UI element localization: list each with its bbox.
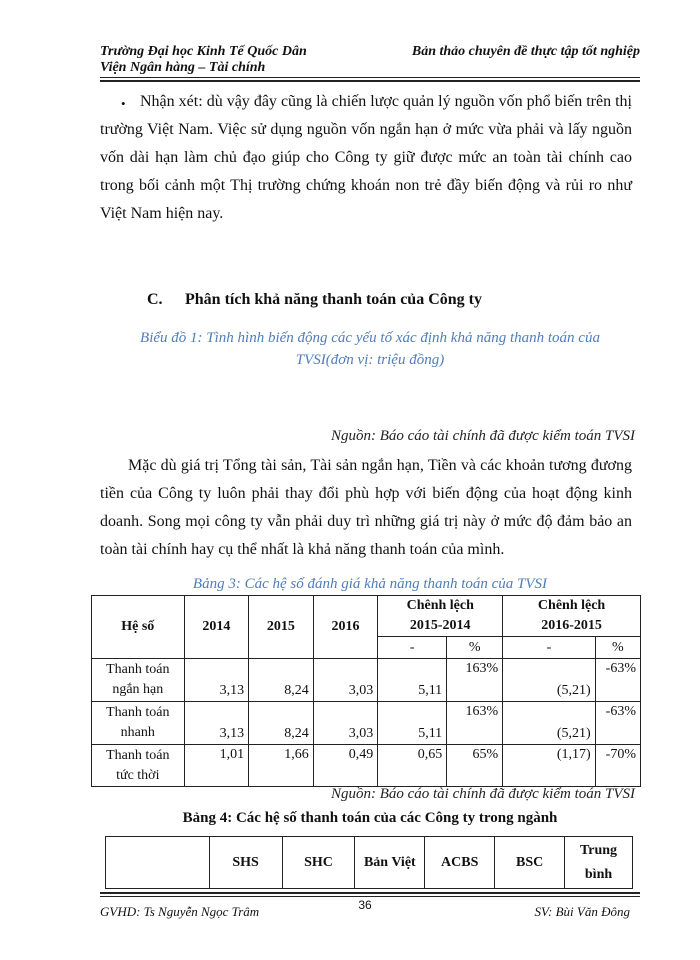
header-2015: 2015: [249, 596, 314, 659]
bullet-icon: •: [121, 96, 126, 111]
cell-2014: 1,01: [184, 745, 249, 787]
source-note-2: Nguồn: Báo cáo tài chính đã được kiểm toán TVSI: [330, 786, 635, 802]
cell-2015: 1,66: [249, 745, 314, 787]
row-name: Thanh toán tức thời: [92, 745, 185, 787]
subheader-pct-2: %: [595, 637, 640, 659]
header-coefficient: Hệ số: [92, 596, 185, 659]
paragraph-liquidity: Mặc dù giá trị Tổng tài sản, Tài sản ngắn hạn, Tiền và các khoản tương đương tiền của Công ty luôn phải thay đổi phù hợp với biến động của hoạt động kinh doanh. Song mọi công ty vẫn phải duy trì những giá trị này ở mức độ đảm bảo an toàn tài chính hay cụ thể nhất là khả năng thanh toán của mình.: [100, 457, 632, 558]
table-row: [92, 702, 641, 745]
cell-pct2: -70%: [595, 745, 640, 787]
section-title: Phân tích khả năng thanh toán của Công ty: [185, 291, 482, 308]
cell-2014: 3,13: [184, 702, 249, 745]
page-number: 36: [358, 898, 372, 912]
header-rule-thick: [100, 80, 640, 82]
section-letter: C.: [147, 291, 163, 308]
paragraph-remark: Nhận xét: dù vậy đây cũng là chiến lược quản lý nguồn vốn phổ biến trên thị trường Việt Nam. Việc sử dụng nguồn vốn ngắn hạn ở mức vừa phải và lấy nguồn vốn dài hạn làm chủ đạo giúp cho Công ty giữ được mức an toàn tài chính cao trong bối cảnh một Thị trường chứng khoán non trẻ đầy biến động và rủi ro như Việt Nam hiện nay.: [100, 93, 632, 222]
cell-diff2: (5,21): [503, 659, 596, 702]
source-note-1: Nguồn: Báo cáo tài chính đã được kiểm toán TVSI: [330, 428, 635, 444]
footer-rule: [100, 896, 640, 897]
cell-pct1: 65%: [447, 745, 503, 787]
header-acbs: ACBS: [425, 837, 495, 889]
header-diff2-line1: Chênh lệch: [537, 598, 606, 613]
cell-pct1: 163%: [447, 659, 503, 702]
header-2014: 2014: [184, 596, 249, 659]
table4-caption: Bảng 4: Các hệ số thanh toán của các Công ty trong ngành: [182, 810, 558, 826]
header-diff-2016-2015: [503, 596, 641, 637]
header-school: Trường Đại học Kinh Tế Quốc Dân: [100, 44, 307, 59]
cell-2016: 3,03: [313, 702, 378, 745]
cell-2016: 0,49: [313, 745, 378, 787]
table-row: [92, 659, 641, 702]
row-name: Thanh toán nhanh: [92, 702, 185, 745]
subheader-pct-1: %: [447, 637, 503, 659]
row-name: Thanh toán ngắn hạn: [92, 659, 185, 702]
cell-2015: 8,24: [249, 702, 314, 745]
cell-diff1: 0,65: [378, 745, 447, 787]
header-shs: SHS: [209, 837, 282, 889]
header-shc: SHC: [282, 837, 355, 889]
chart-caption-line2: TVSI(đơn vị: triệu đồng): [295, 352, 445, 368]
table3-caption: Bảng 3: Các hệ số đánh giá khả năng thanh toán của TVSI: [192, 576, 548, 592]
header-bsc: BSC: [495, 837, 565, 889]
cell-2016: 3,03: [313, 659, 378, 702]
cell-diff1: 5,11: [378, 702, 447, 745]
header-diff1-line2: 2015-2014: [409, 618, 471, 633]
header-diff-2015-2014: [378, 596, 503, 637]
footer-supervisor: GVHD: Ts Nguyễn Ngọc Trâm: [100, 904, 260, 919]
industry-ratio-table: [105, 836, 633, 889]
header-2016: 2016: [313, 596, 378, 659]
header-average: Trung bình: [565, 837, 633, 889]
cell-diff1: 5,11: [378, 659, 447, 702]
subheader-dash-2: -: [503, 637, 596, 659]
header-banviet: Bản Việt: [355, 837, 425, 889]
cell-2014: 3,13: [184, 659, 249, 702]
header-institute: Viện Ngân hàng – Tài chính: [100, 60, 266, 75]
cell-diff2: (5,21): [503, 702, 596, 745]
header-diff1-line1: Chênh lệch: [406, 598, 474, 613]
table-row: [92, 745, 641, 787]
header-document-title: Bản thảo chuyên đề thực tập tốt nghiệp: [411, 44, 640, 59]
cell-pct1: 163%: [447, 702, 503, 745]
header-rule: [100, 77, 640, 78]
cell-pct2: -63%: [595, 659, 640, 702]
footer-rule-thick: [100, 892, 640, 894]
chart-caption-line1: Biểu đồ 1: Tình hình biến động các yếu tố xác định khả năng thanh toán của: [140, 330, 600, 346]
cell-diff2: (1,17): [503, 745, 596, 787]
cell-2015: 8,24: [249, 659, 314, 702]
header-blank: [106, 837, 210, 889]
header-diff2-line2: 2016-2015: [541, 618, 602, 633]
liquidity-ratio-table: [91, 595, 641, 787]
subheader-dash-1: -: [378, 637, 447, 659]
cell-pct2: -63%: [595, 702, 640, 745]
footer-student: SV: Bùi Văn Đông: [534, 904, 630, 919]
